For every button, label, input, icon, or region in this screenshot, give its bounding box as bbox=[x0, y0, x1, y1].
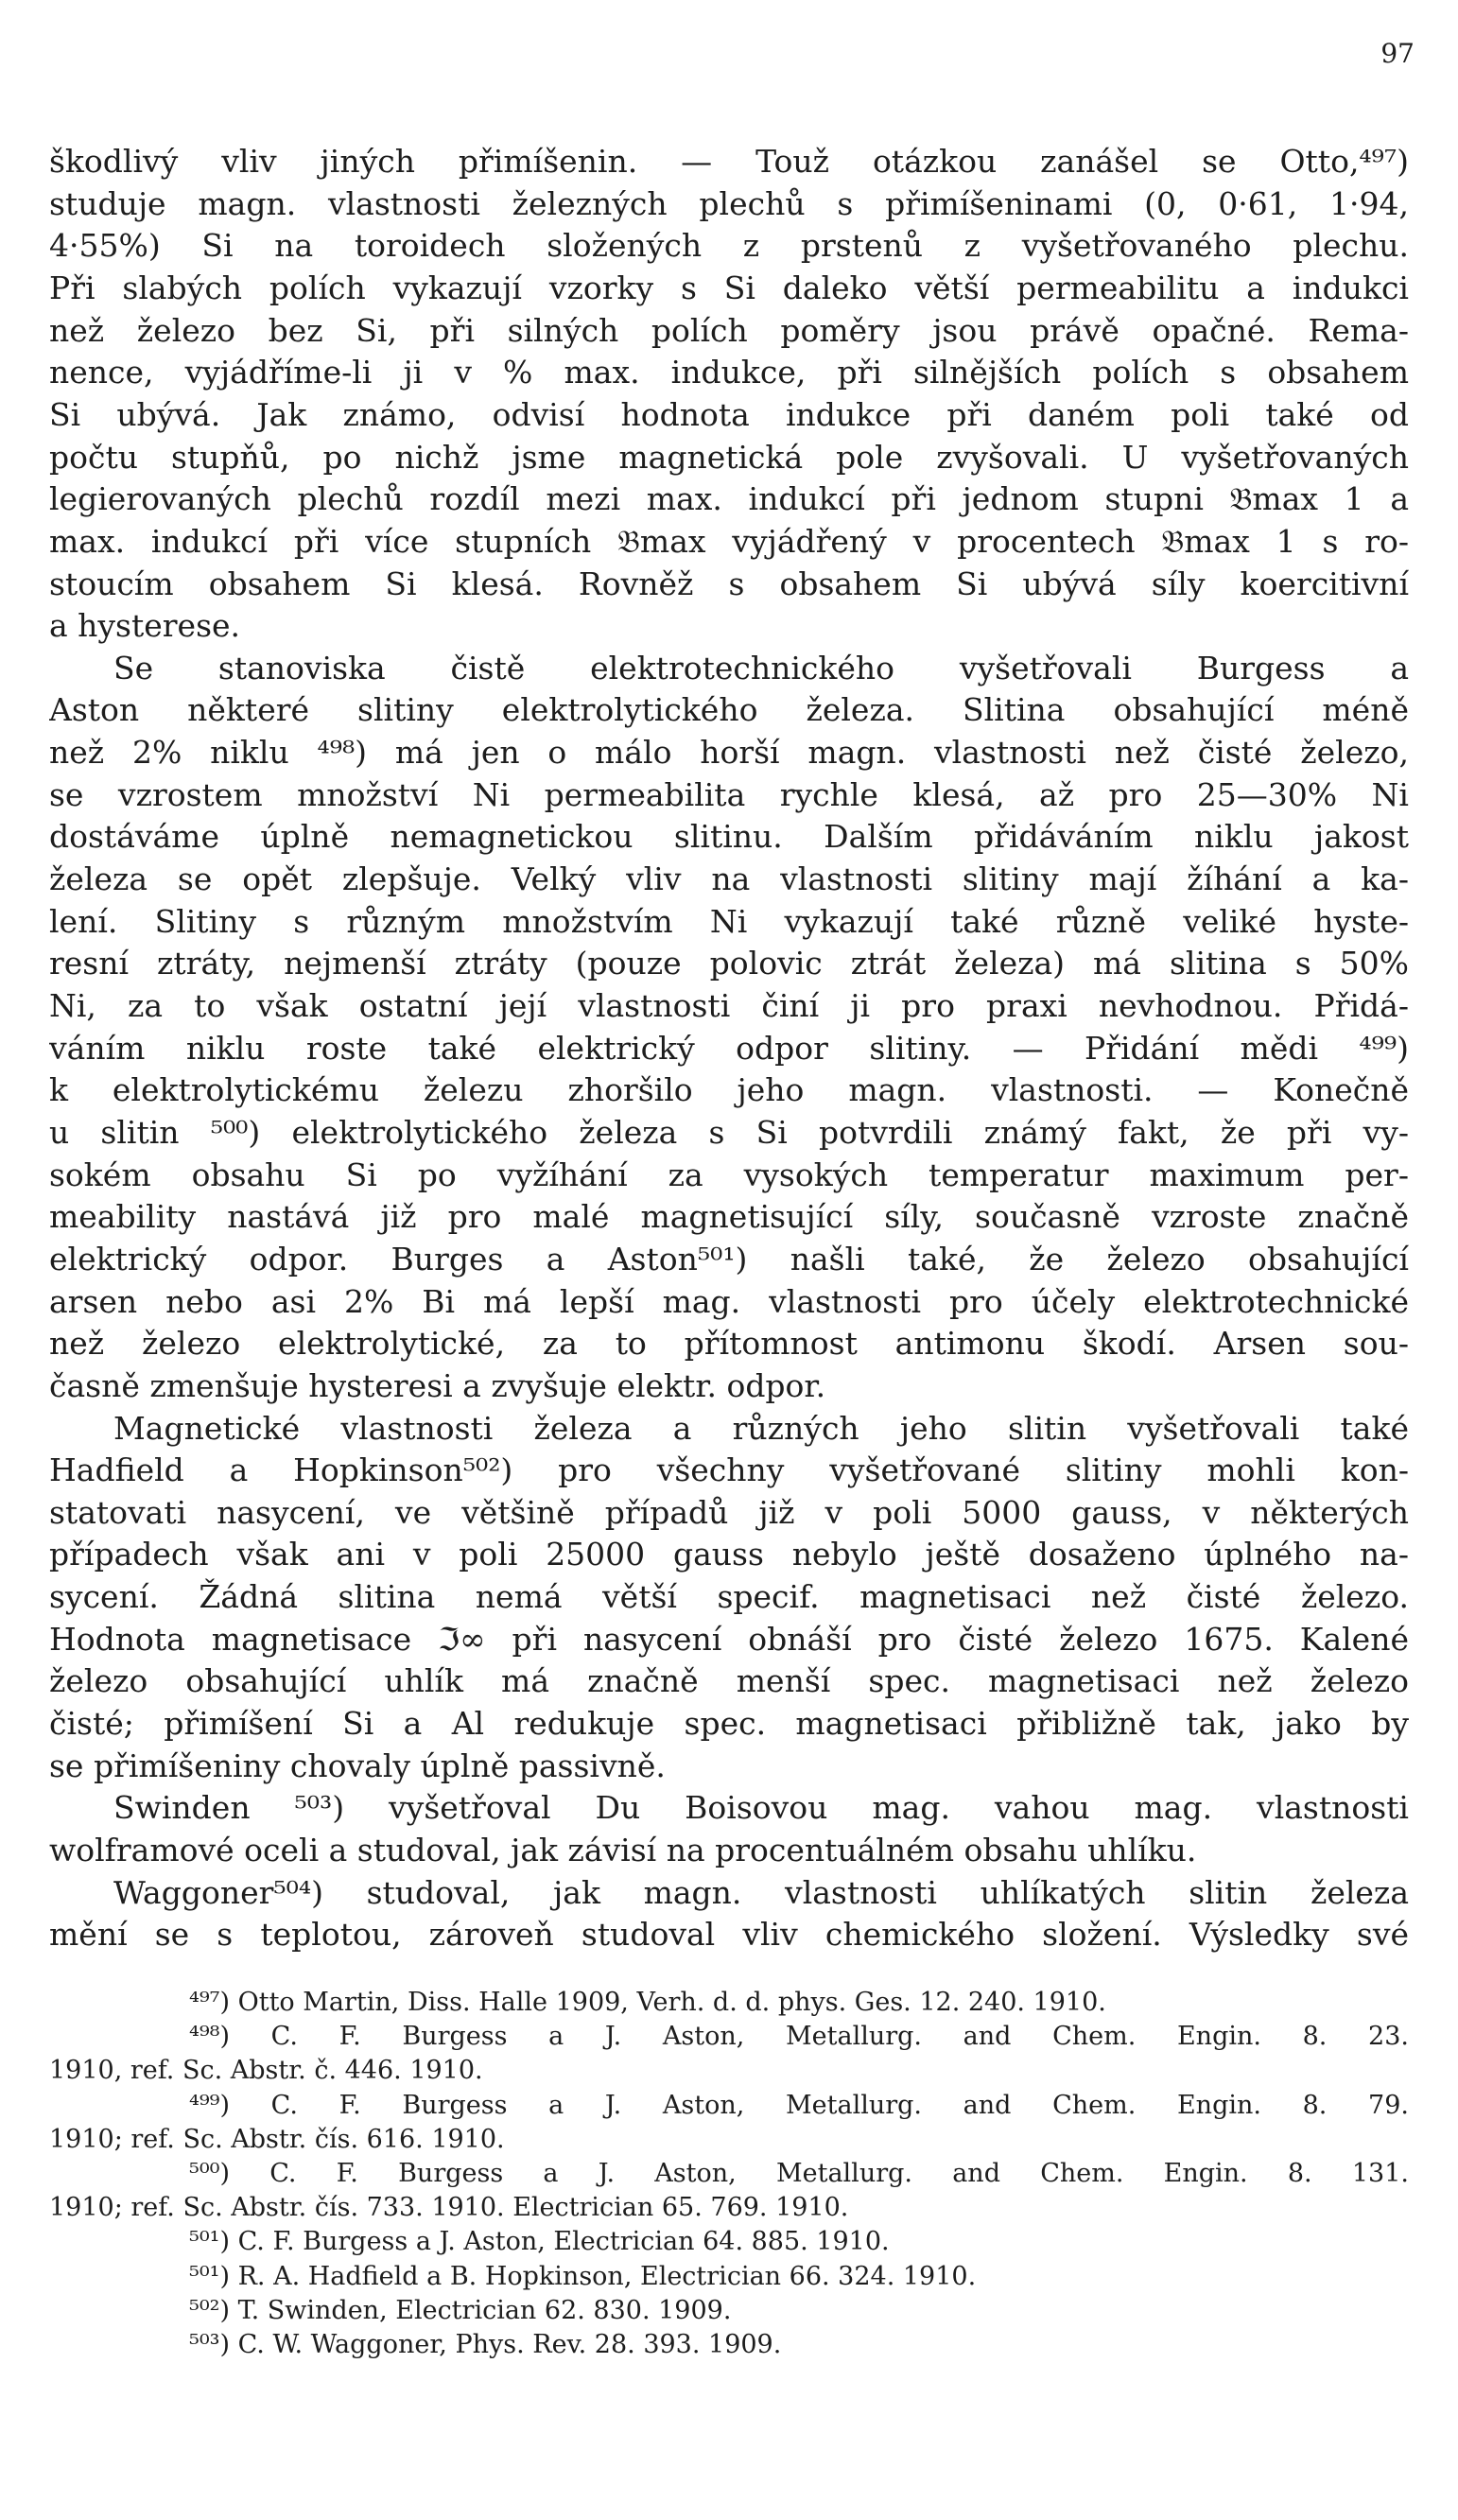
text-line: lení. Slitiny s různým množstvím Ni vykazují také různě veliké hyste- bbox=[49, 902, 1409, 940]
text-line: stoucím obsahem Si klesá. Rovněž s obsahem Si ubývá síly koercitivní bbox=[49, 565, 1409, 602]
text-line: Hodnota magnetisace ℑ∞ při nasycení obnáší pro čisté železo 1675. Kalené bbox=[49, 1620, 1409, 1658]
footnote-line: ⁵⁰³) C. W. Waggoner, Phys. Rev. 28. 393. 1909. bbox=[189, 2330, 782, 2359]
footnote-line: ⁴⁹⁹) C. F. Burgess a J. Aston, Metallurg. and Chem. Engin. 8. 79. bbox=[189, 2090, 1409, 2120]
text-line: Při slabých polích vykazují vzorky s Si daleko větší permeabilitu a indukci bbox=[49, 269, 1409, 306]
text-line: než železo elektrolytické, za to přítomnost antimonu škodí. Arsen sou- bbox=[49, 1325, 1409, 1363]
text-line: škodlivý vliv jiných přimíšenin. — Touž otázkou zanášel se Otto,⁴⁹⁷) bbox=[49, 143, 1409, 180]
text-line: časně zmenšuje hysteresi a zvyšuje elektr. odpor. bbox=[49, 1366, 826, 1404]
footnote-line: 1910, ref. Sc. Abstr. č. 446. 1910. bbox=[49, 2056, 483, 2086]
text-line: arsen nebo asi 2% Bi má lepší mag. vlastnosti pro účely elektrotechnické bbox=[49, 1282, 1409, 1320]
text-line: Aston některé slitiny elektrolytického železa. Slitina obsahující méně bbox=[49, 691, 1409, 729]
text-line: Se stanoviska čistě elektrotechnického vyšetřovali Burgess a bbox=[113, 649, 1409, 686]
text-line: statovati nasycení, ve většině případů již v poli 5000 gauss, v některých bbox=[49, 1493, 1409, 1531]
text-line: elektrický odpor. Burges a Aston⁵⁰¹) našli také, že železo obsahující bbox=[49, 1240, 1409, 1277]
footnote-line: ⁵⁰¹) C. F. Burgess a J. Aston, Electrician 64. 885. 1910. bbox=[189, 2227, 890, 2257]
text-line: se přimíšeniny chovaly úplně passivně. bbox=[49, 1747, 666, 1784]
text-line: Magnetické vlastnosti železa a různých jeho slitin vyšetřovali také bbox=[113, 1409, 1409, 1447]
text-line: resní ztráty, nejmenší ztráty (pouze polovic ztrát železa) má slitina s 50% bbox=[49, 945, 1409, 982]
footnote-line: ⁵⁰⁰) C. F. Burgess a J. Aston, Metallurg. and Chem. Engin. 8. 131. bbox=[189, 2159, 1409, 2188]
footnote-line: ⁴⁹⁸) C. F. Burgess a J. Aston, Metallurg. and Chem. Engin. 8. 23. bbox=[189, 2022, 1409, 2052]
text-line: se vzrostem množství Ni permeabilita rychle klesá, až pro 25—30% Ni bbox=[49, 775, 1409, 813]
footnote-line: 1910; ref. Sc. Abstr. čís. 616. 1910. bbox=[49, 2124, 505, 2154]
footnote-line: ⁵⁰²) T. Swinden, Electrician 62. 830. 1909. bbox=[189, 2295, 732, 2325]
footnote-line: ⁴⁹⁷) Otto Martin, Diss. Halle 1909, Verh. d. d. phys. Ges. 12. 240. 1910. bbox=[189, 1988, 1106, 2017]
text-line: a hysterese. bbox=[49, 607, 241, 645]
text-line: než 2% niklu ⁴⁹⁸) má jen o málo horší magn. vlastnosti než čisté železo, bbox=[49, 734, 1409, 772]
text-line: případech však ani v poli 25000 gauss nebylo ještě dosaženo úplného na- bbox=[49, 1536, 1409, 1573]
text-line: max. indukcí při více stupních 𝔅max vyjádřený v procentech 𝔅max 1 s ro- bbox=[49, 522, 1409, 560]
text-line: sokém obsahu Si po vyžíhání za vysokých temperatur maximum per- bbox=[49, 1156, 1409, 1193]
text-line: než železo bez Si, při silných polích poměry jsou právě opačné. Rema- bbox=[49, 311, 1409, 349]
text-line: studuje magn. vlastnosti železných plechů s přimíšeninami (0, 0·61, 1·94, bbox=[49, 184, 1409, 222]
text-line: železo obsahující uhlík má značně menší spec. magnetisaci než železo bbox=[49, 1662, 1409, 1700]
text-line: Hadfield a Hopkinson⁵⁰²) pro všechny vyšetřované slitiny mohli kon- bbox=[49, 1451, 1409, 1489]
text-line: Si ubývá. Jak známo, odvisí hodnota indukce při daném poli také od bbox=[49, 395, 1409, 433]
text-line: čisté; přimíšení Si a Al redukuje spec. magnetisaci přibližně tak, jako by bbox=[49, 1705, 1409, 1743]
text-line: 4·55%) Si na toroidech složených z prstenů z vyšetřovaného plechu. bbox=[49, 227, 1409, 265]
text-line: sycení. Žádná slitina nemá větší specif. magnetisaci než čisté železo. bbox=[49, 1578, 1409, 1616]
text-line: Ni, za to však ostatní její vlastnosti činí ji pro praxi nevhodnou. Přidá- bbox=[49, 987, 1409, 1024]
footnote-line: 1910; ref. Sc. Abstr. čís. 733. 1910. Electrician 65. 769. 1910. bbox=[49, 2193, 849, 2223]
text-line: počtu stupňů, po nichž jsme magnetická pole zvyšovali. U vyšetřovaných bbox=[49, 438, 1409, 476]
footnote-line: ⁵⁰¹) R. A. Hadfield a B. Hopkinson, Electrician 66. 324. 1910. bbox=[189, 2261, 977, 2291]
text-line: Swinden ⁵⁰³) vyšetřoval Du Boisovou mag. vahou mag. vlastnosti bbox=[113, 1789, 1409, 1827]
text-line: Waggoner⁵⁰⁴) studoval, jak magn. vlastnosti uhlíkatých slitin železa bbox=[113, 1873, 1409, 1911]
text-line: legierovaných plechů rozdíl mezi max. indukcí při jednom stupni 𝔅max 1 a bbox=[49, 480, 1409, 518]
text-line: nence, vyjádříme-li ji v % max. indukce, při silnějších polích s obsahem bbox=[49, 354, 1409, 391]
text-line: meability nastává již pro malé magnetisující síly, současně vzroste značně bbox=[49, 1198, 1409, 1236]
text-line: mění se s teplotou, zároveň studoval vliv chemického složení. Výsledky své bbox=[49, 1916, 1409, 1954]
text-line: železa se opět zlepšuje. Velký vliv na vlastnosti slitiny mají žíhání a ka- bbox=[49, 860, 1409, 898]
text-line: k elektrolytickému železu zhoršilo jeho magn. vlastnosti. — Konečně bbox=[49, 1071, 1409, 1109]
text-line: váním niklu roste také elektrický odpor slitiny. — Přidání mědi ⁴⁹⁹) bbox=[49, 1029, 1409, 1067]
page-number: 97 bbox=[1380, 38, 1415, 69]
text-line: dostáváme úplně nemagnetickou slitinu. Dalším přidáváním niklu jakost bbox=[49, 818, 1409, 856]
text-line: u slitin ⁵⁰⁰) elektrolytického železa s Si potvrdili známý fakt, že při vy- bbox=[49, 1113, 1409, 1151]
text-line: wolframové oceli a studoval, jak závisí na procentuálném obsahu uhlíku. bbox=[49, 1832, 1197, 1868]
